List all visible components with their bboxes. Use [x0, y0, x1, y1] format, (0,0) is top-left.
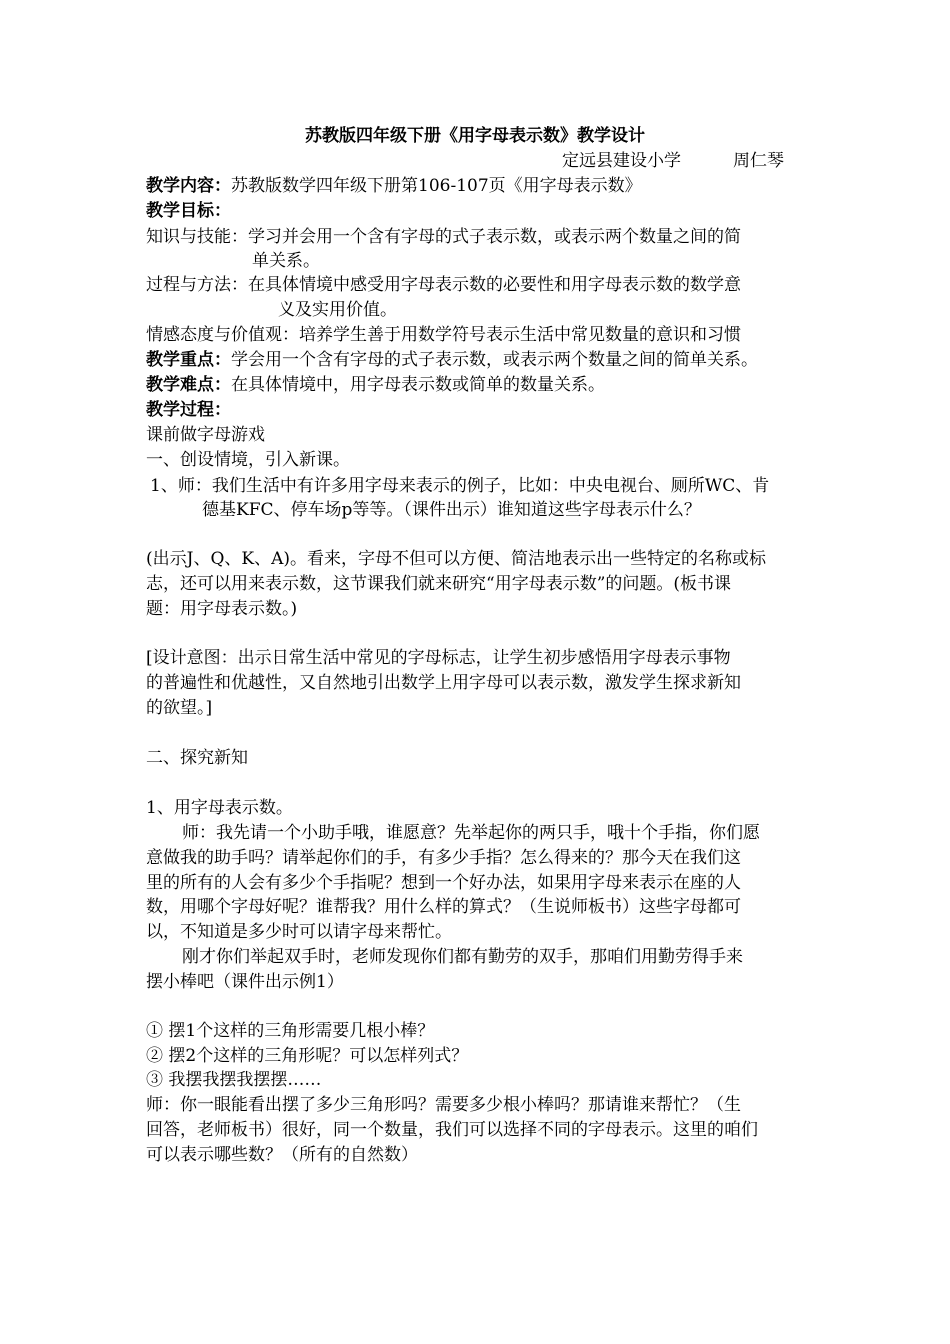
objective-process-cont: 义及实用价值。	[278, 300, 397, 320]
difficulty	[146, 373, 605, 397]
objective-knowledge-label: 知识与技能：	[146, 227, 248, 247]
key-point	[146, 348, 758, 372]
design-note-line3: 的欲望。]	[146, 698, 213, 718]
teaching-content-label: 教学内容：	[146, 176, 231, 196]
item-one-line1: 1、师：我们生活中有许多用字母来表示的例子，比如：中央电视台、厕所WC、肯	[150, 476, 770, 496]
teacher-line3: 里的所有的人会有多少个手指呢？想到一个好办法，如果用字母来表示在座的人	[146, 873, 741, 893]
question-two: ② 摆2个这样的三角形呢？可以怎样列式？	[146, 1046, 469, 1066]
section-two-heading: 二、探究新知	[146, 748, 248, 768]
difficulty-text: 在具体情境中，用字母表示数或简单的数量关系。	[231, 375, 605, 395]
author-name: 周仁琴	[733, 151, 784, 171]
question-one: ① 摆1个这样的三角形需要几根小棒？	[146, 1021, 435, 1041]
question-three: ③ 我摆我摆我摆摆……	[146, 1070, 322, 1090]
design-note-line1: [设计意图：出示日常生活中常见的字母标志，让学生初步感悟用字母表示事物	[146, 648, 731, 668]
pre-class-game: 课前做字母游戏	[146, 425, 265, 445]
document-title: 苏教版四年级下册《用字母表示数》教学设计	[305, 126, 645, 146]
paragraph-line3: 题：用字母表示数。)	[146, 599, 298, 619]
author-line	[562, 149, 784, 173]
objective-process-label: 过程与方法：	[146, 275, 248, 295]
objective-knowledge-text: 学习并会用一个含有字母的式子表示数，或表示两个数量之间的简	[248, 227, 741, 247]
design-note-line2: 的普遍性和优越性，又自然地引出数学上用字母可以表示数，激发学生探求新知	[146, 673, 741, 693]
teaching-content-text: 苏教版数学四年级下册第106-107页《用字母表示数》	[231, 176, 642, 196]
hands-line1: 刚才你们举起双手时，老师发现你们都有勤劳的双手，那咱们用勤劳得手来	[182, 947, 743, 967]
teacher-line5: 以，不知道是多少时可以请字母来帮忙。	[146, 922, 452, 942]
teacher-line4: 数，用哪个字母好呢？谁帮我？用什么样的算式？（生说师板书）这些字母都可	[146, 897, 741, 917]
author-school: 定远县建设小学	[562, 151, 681, 171]
closing-line2: 回答，老师板书）很好，同一个数量，我们可以选择不同的字母表示。这里的咱们	[146, 1120, 758, 1140]
subsection-one-heading: 1、用字母表示数。	[146, 798, 293, 818]
objective-knowledge	[146, 225, 741, 249]
objective-process-text: 在具体情境中感受用字母表示数的必要性和用字母表示数的数学意	[248, 275, 741, 295]
objectives-heading: 教学目标：	[146, 201, 231, 221]
teacher-line1: 师：我先请一个小助手哦，谁愿意？先举起你的两只手，哦十个手指，你们愿	[182, 823, 760, 843]
objective-process	[146, 273, 741, 297]
item-one-line2: 德基KFC、停车场p等等。（课件出示）谁知道这些字母表示什么？	[202, 500, 701, 520]
objective-emotion: 情感态度与价值观：培养学生善于用数学符号表示生活中常见数量的意识和习惯	[146, 325, 741, 345]
closing-line3: 可以表示哪些数？（所有的自然数）	[146, 1145, 418, 1165]
process-heading: 教学过程：	[146, 400, 231, 420]
key-point-label: 教学重点：	[146, 350, 231, 370]
difficulty-label: 教学难点：	[146, 375, 231, 395]
key-point-text: 学会用一个含有字母的式子表示数，或表示两个数量之间的简单关系。	[231, 350, 758, 370]
hands-line2: 摆小棒吧（课件出示例1）	[146, 972, 344, 992]
paragraph-line1: (出示J、Q、K、A)。看来，字母不但可以方便、简洁地表示出一些特定的名称或标	[146, 549, 766, 569]
closing-line1: 师：你一眼能看出摆了多少三角形吗？需要多少根小棒吗？那请谁来帮忙？（生	[146, 1095, 741, 1115]
paragraph-line2: 志，还可以用来表示数，这节课我们就来研究“用字母表示数”的问题。(板书课	[146, 574, 732, 594]
section-one-heading: 一、创设情境，引入新课。	[146, 450, 350, 470]
teacher-line2: 意做我的助手吗？请举起你们的手，有多少手指？怎么得来的？那今天在我们这	[146, 848, 741, 868]
teaching-content	[146, 174, 642, 198]
objective-knowledge-cont: 单关系。	[252, 251, 320, 271]
